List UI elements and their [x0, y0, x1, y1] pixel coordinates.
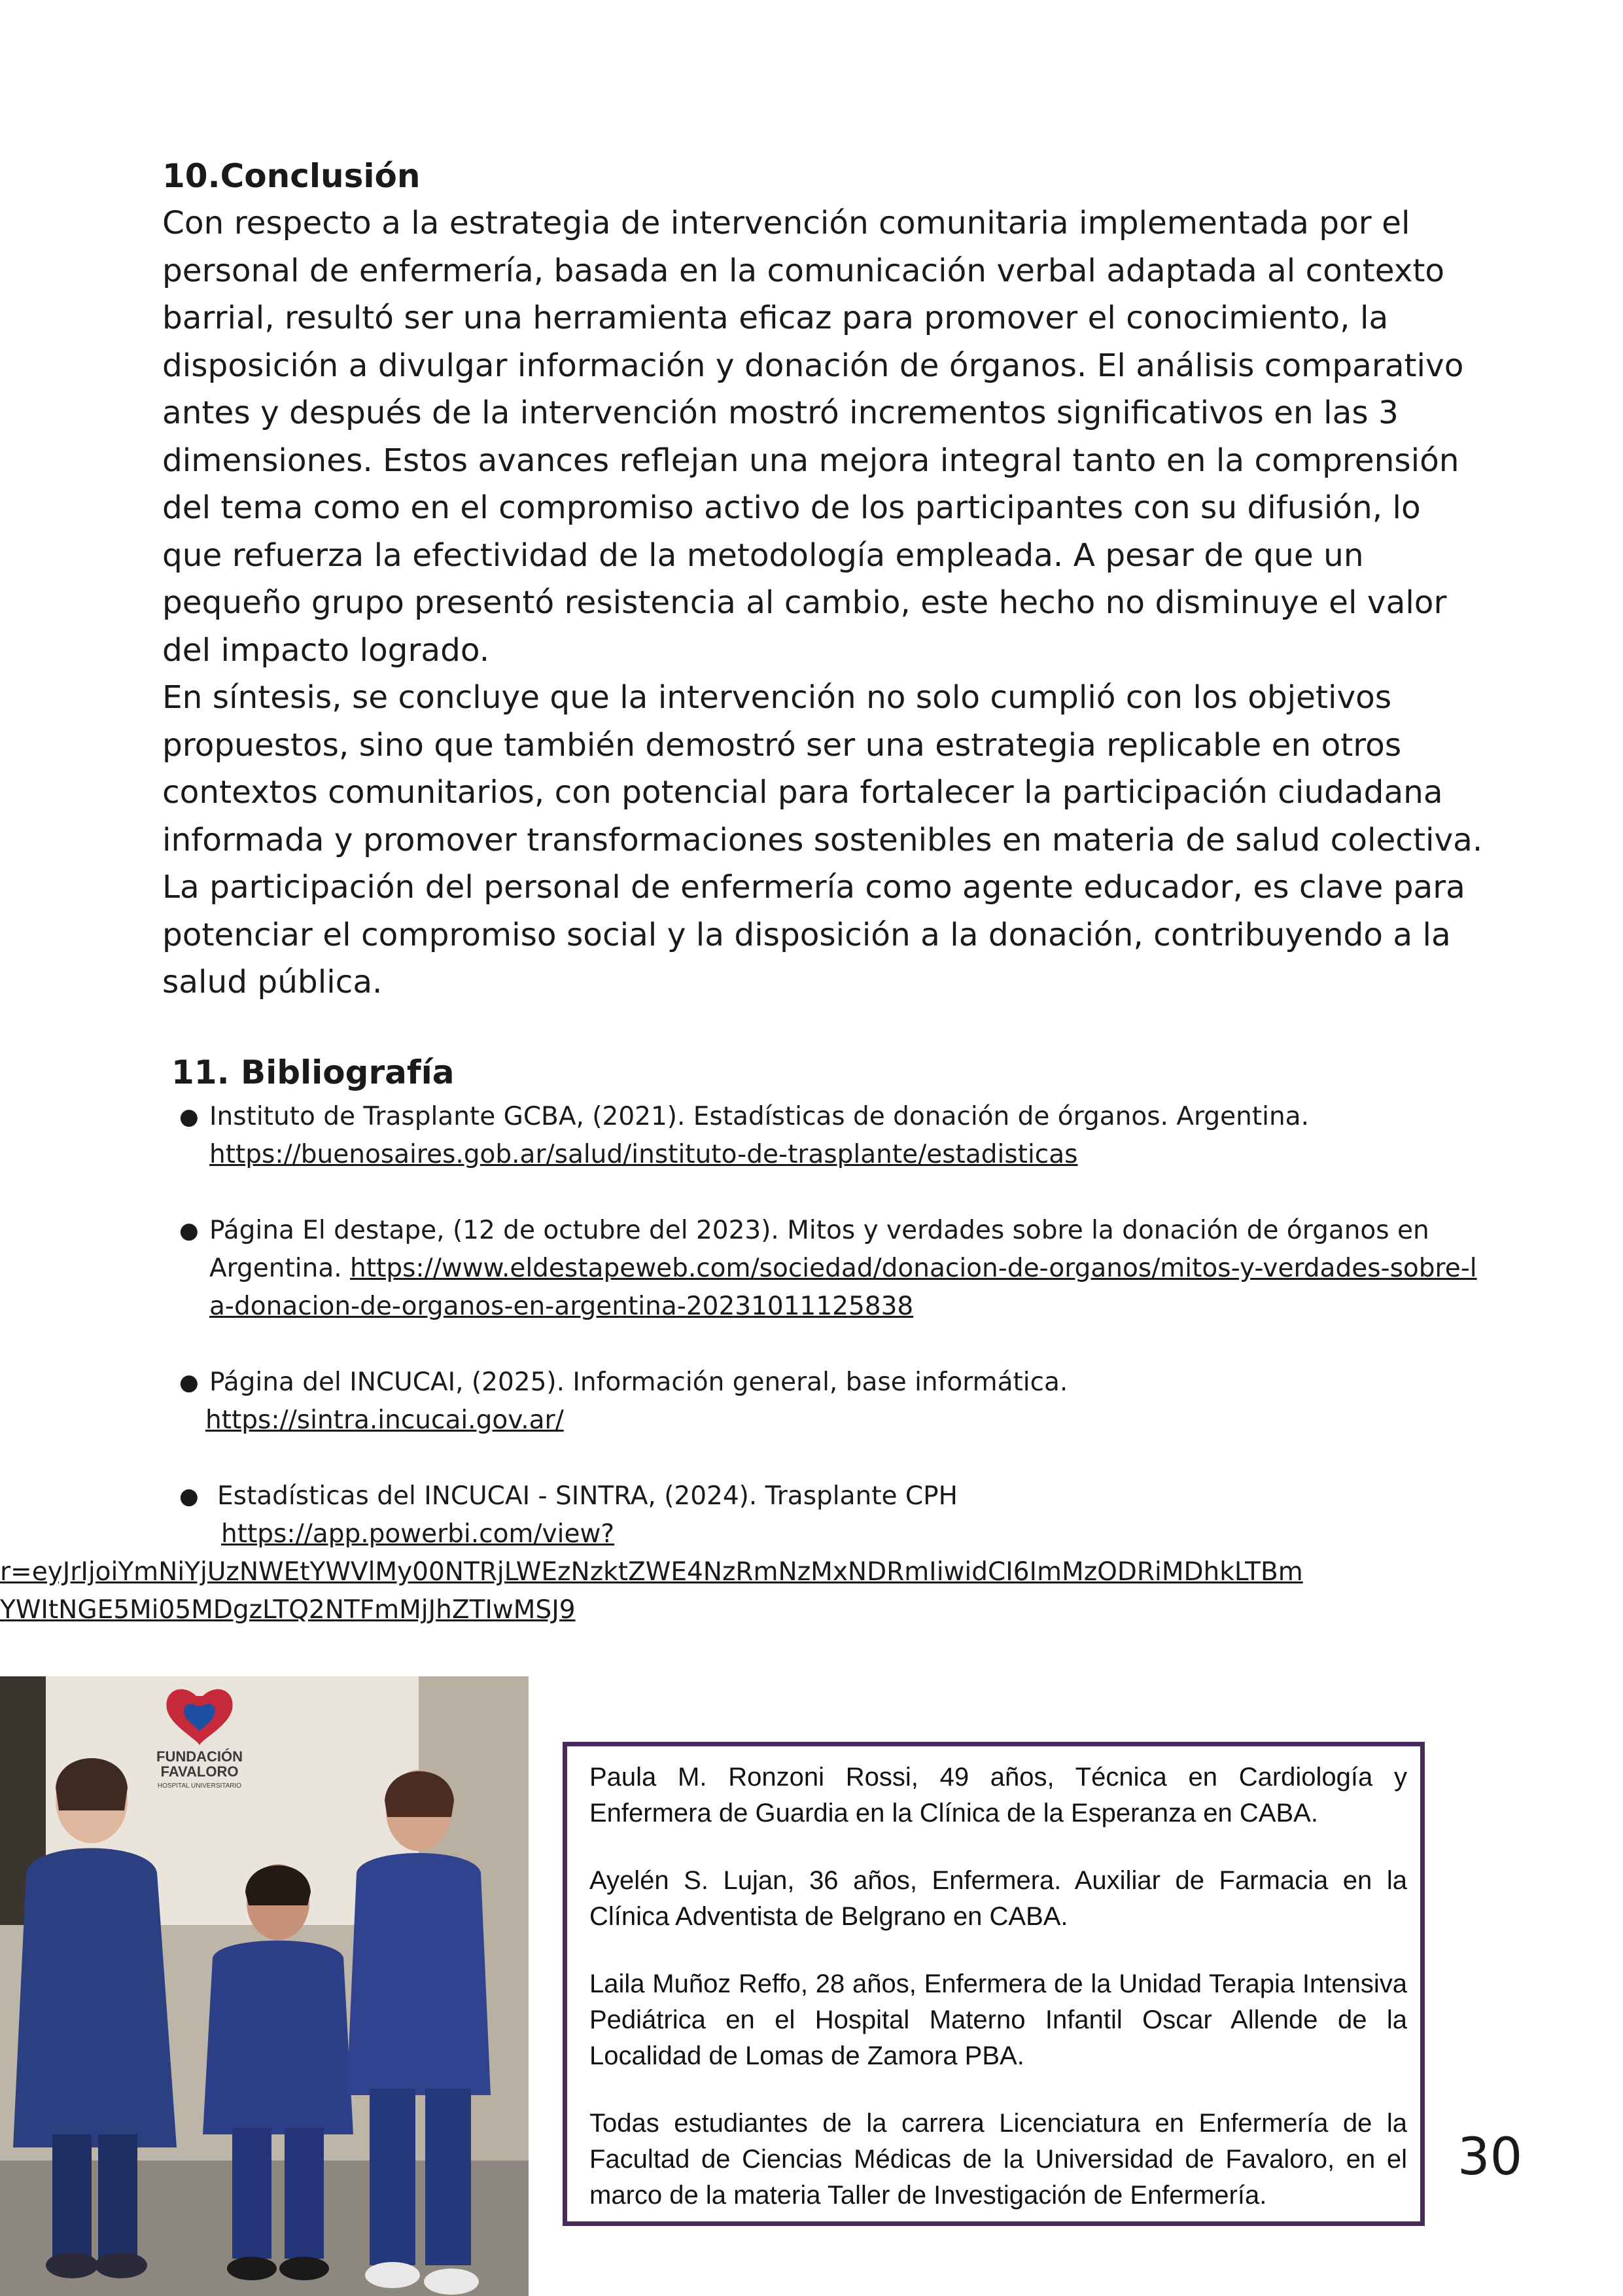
bibliography-item [171, 1098, 1486, 1174]
bibliography-link[interactable]: https://sintra.incucai.gov.ar/ [205, 1405, 564, 1435]
bibliography-text: Estadísticas del INCUCAI - SINTRA, (2024). Trasplante CPH [217, 1481, 958, 1511]
bibliography-item [171, 1212, 1486, 1326]
bibliography-heading: 11. Bibliografía [171, 1053, 455, 1091]
bibliography-link[interactable]: https://buenosaires.gob.ar/salud/instituto-de-trasplante/estadisticas [209, 1140, 1078, 1169]
spacer [171, 1439, 1486, 1477]
bullet-icon: ● [179, 1104, 199, 1130]
authors-photo [0, 1676, 529, 2296]
bibliography-link-part1[interactable]: https://app.powerbi.com/view? [221, 1519, 615, 1549]
bibliography-text: Página del INCUCAI, (2025). Información general, base informática. [209, 1368, 1068, 1397]
bibliography-text: Instituto de Trasplante GCBA, (2021). Estadísticas de donación de órganos. Argentina. [209, 1102, 1309, 1131]
authors-note: Todas estudiantes de la carrera Licenciatura en Enfermería de la Facultad de Ciencias Médicas de la Universidad de Favaloro, en el marco de la materia Taller de Investigación de Enfermería. [589, 2109, 1407, 2210]
spacer [171, 1326, 1486, 1364]
bullet-icon: ● [179, 1218, 199, 1244]
conclusion-heading: 10.Conclusión [162, 157, 421, 195]
conclusion-body [162, 200, 1484, 1006]
logo-text-line2: FAVALORO [160, 1763, 239, 1780]
conclusion-paragraph-1: Con respecto a la estrategia de intervención comunitaria implementada por el personal de enfermería, basada en la comunicación verbal adaptada al contexto barrial, resultó ser una herramienta eficaz para promover el conocimiento, la disposición a divulgar información y donación de órganos. El análisis comparativo antes y después de la intervención mostró incrementos significativos en las 3 dimensiones. Estos avances reflejan una mejora integral tanto en la comprensión del tema como en el compromiso activo de los participantes con su difusión, lo que refuerza la efectividad de la metodología empleada. A pesar de que un pequeño grupo presentó resistencia al cambio, este hecho no disminuye el valor del impacto logrado. [162, 205, 1464, 669]
bibliography-link-part2[interactable]: r=eyJrIjoiYmNiYjUzNWEtYWVlMy00NTRjLWEzNzktZWE4NzRmNzMxNDRmIiwidCI6ImMzODRiMDhkLTBmYWItNGE5Mi05MDgzLTQ2NTFmMjJhZTIwMSJ9 [0, 1557, 1303, 1625]
bibliography-list [0, 1098, 1486, 1629]
bibliography-link[interactable]: https://www.eldestapeweb.com/sociedad/donacion-de-organos/mitos-y-verdades-sobre-la-donacion-de-organos-en-argentina-20231011125838 [209, 1254, 1477, 1321]
authors-box [563, 1742, 1425, 2226]
page-number: 30 [1457, 2128, 1523, 2187]
bibliography-text: Página El destape, (12 de octubre del 2023). Mitos y verdades sobre la donación de órganos en Argentina. [209, 1216, 1429, 1283]
author-1: Paula M. Ronzoni Rossi, 49 años, Técnica en Cardiología y Enfermera de Guardia en la Clínica de la Esperanza en CABA. [589, 1763, 1407, 1828]
conclusion-paragraph-2: En síntesis, se concluye que la intervención no solo cumplió con los objetivos propuestos, sino que también demostró ser una estrategia replicable en otros contextos comunitarios, con potencial para fortalecer la participación ciudadana informada y promover transformaciones sostenibles en materia de salud colectiva. La participación del personal de enfermería como agente educador, es clave para potenciar el compromiso social y la disposición a la donación, contribuyendo a la salud pública. [162, 679, 1483, 1000]
logo-text-line3: HOSPITAL UNIVERSITARIO [157, 1782, 242, 1790]
bullet-icon: ● [179, 1369, 199, 1396]
logo-text-line1: FUNDACIÓN [156, 1748, 243, 1765]
author-2: Ayelén S. Lujan, 36 años, Enfermera. Auxiliar de Farmacia en la Clínica Adventista de Belgrano en CABA. [589, 1866, 1407, 1931]
spacer [171, 1174, 1486, 1212]
bullet-icon: ● [179, 1483, 199, 1510]
author-3: Laila Muñoz Reffo, 28 años, Enfermera de la Unidad Terapia Intensiva Pediátrica en el Hospital Materno Infantil Oscar Allende de la Localidad de Lomas de Zamora PBA. [589, 1969, 1407, 2070]
bibliography-item [171, 1364, 1486, 1439]
bibliography-item [0, 1477, 1486, 1629]
